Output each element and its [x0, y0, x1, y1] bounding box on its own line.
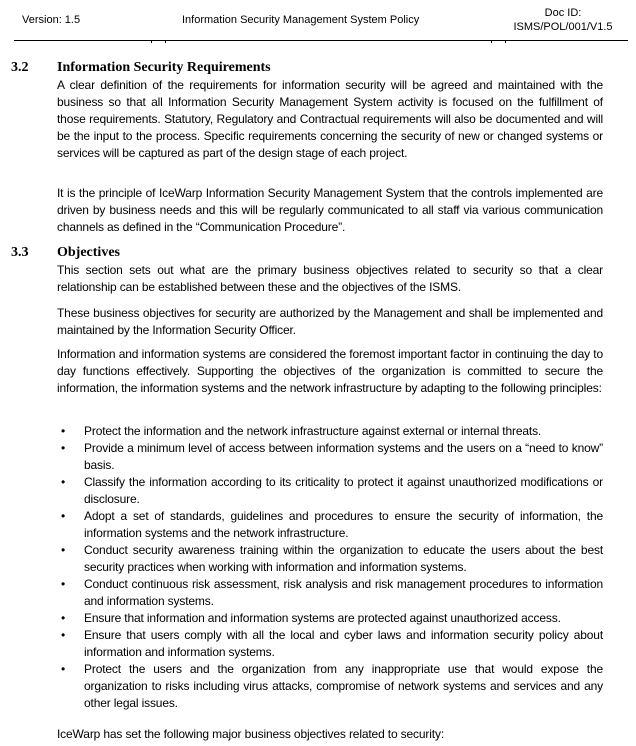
- header-version: Version: 1.5: [22, 14, 81, 26]
- list-item: • Ensure that users comply with all the local and cyber laws and information security policy about information and information systems.: [61, 628, 603, 659]
- bullet-icon: •: [61, 509, 66, 523]
- list-item: • Conduct security awareness training within the organization to educate the users about the best security practices when working with information and information systems.: [61, 543, 603, 574]
- bullet-icon: •: [61, 611, 66, 625]
- bullet-icon: •: [61, 662, 66, 676]
- section-number: 3.3: [11, 245, 29, 260]
- paragraph: This section sets out what are the primary business objectives related to security so that a clear relationship can be established between these and the objectives of the ISMS.: [57, 263, 603, 294]
- header-divider-tick: [151, 40, 152, 43]
- header-title: Information Security Management System Policy: [182, 14, 420, 26]
- section-number: 3.2: [11, 60, 29, 75]
- paragraph: Information and information systems are considered the foremost important factor in continuing the day to day functions effectively. Supporting the objectives of the organization is committed to secure the information, the information systems and the network infrastructure by adapting to the following principles:: [57, 347, 603, 395]
- list-item: • Ensure that information and information systems are protected against unauthorized access.: [61, 611, 561, 625]
- header-divider-tick: [165, 40, 166, 43]
- list-item: • Adopt a set of standards, guidelines and procedures to ensure the security of information, the information systems and the network infrastructure.: [61, 509, 603, 540]
- principles-list: [57, 423, 603, 712]
- list-item: • Classify the information according to its criticality to protect it against unauthorized modifications or disclosure.: [61, 475, 603, 506]
- bullet-icon: •: [61, 475, 66, 489]
- bullet-icon: •: [61, 543, 66, 557]
- bullet-icon: •: [61, 628, 66, 642]
- list-item: • Protect the users and the organization from any inappropriate use that would expose the organization to risks including virus attacks, compromise of network systems and services and any other legal issues.: [61, 662, 603, 710]
- closing-paragraph: IceWarp has set the following major business objectives related to security:: [57, 727, 445, 741]
- bullet-icon: •: [61, 441, 66, 455]
- section-title: Information Security Requirements: [57, 60, 271, 75]
- section-title: Objectives: [57, 245, 120, 260]
- list-item: • Conduct continuous risk assessment, risk analysis and risk management procedures to information and information systems.: [61, 577, 603, 608]
- header-doc-id: [498, 6, 628, 34]
- list-item: • Provide a minimum level of access between information systems and the users on a “need to know” basis.: [61, 441, 603, 472]
- paragraph: It is the principle of IceWarp Information Security Management System that the controls implemented are driven by business needs and this will be regularly communicated to all staff via various communication channels as defined in the “Communication Procedure”.: [57, 186, 603, 234]
- doc-id-value: ISMS/POL/001/V1.5: [513, 21, 613, 33]
- header-divider-tick: [491, 40, 492, 43]
- bullet-icon: •: [61, 424, 66, 438]
- list-item: • Protect the information and the network infrastructure against external or internal threats.: [61, 424, 542, 438]
- page-header: [14, 0, 628, 41]
- header-divider: [14, 40, 628, 41]
- paragraph: A clear definition of the requirements for information security will be agreed and maintained with the business so that all Information Security Management System activity is focused on the fulfillment of those requirements. Statutory, Regulatory and Contractual requirements will also be documented and will be the input to the process. Specific requirements concerning the security of new or changed systems or services will be captured as part of the design stage of each project.: [57, 78, 603, 160]
- doc-id-label: Doc ID:: [544, 7, 582, 19]
- paragraph: These business objectives for security are authorized by the Management and shall be implemented and maintained by the Information Security Officer.: [57, 306, 603, 337]
- header-divider-tick: [505, 40, 506, 43]
- bullet-icon: •: [61, 577, 66, 591]
